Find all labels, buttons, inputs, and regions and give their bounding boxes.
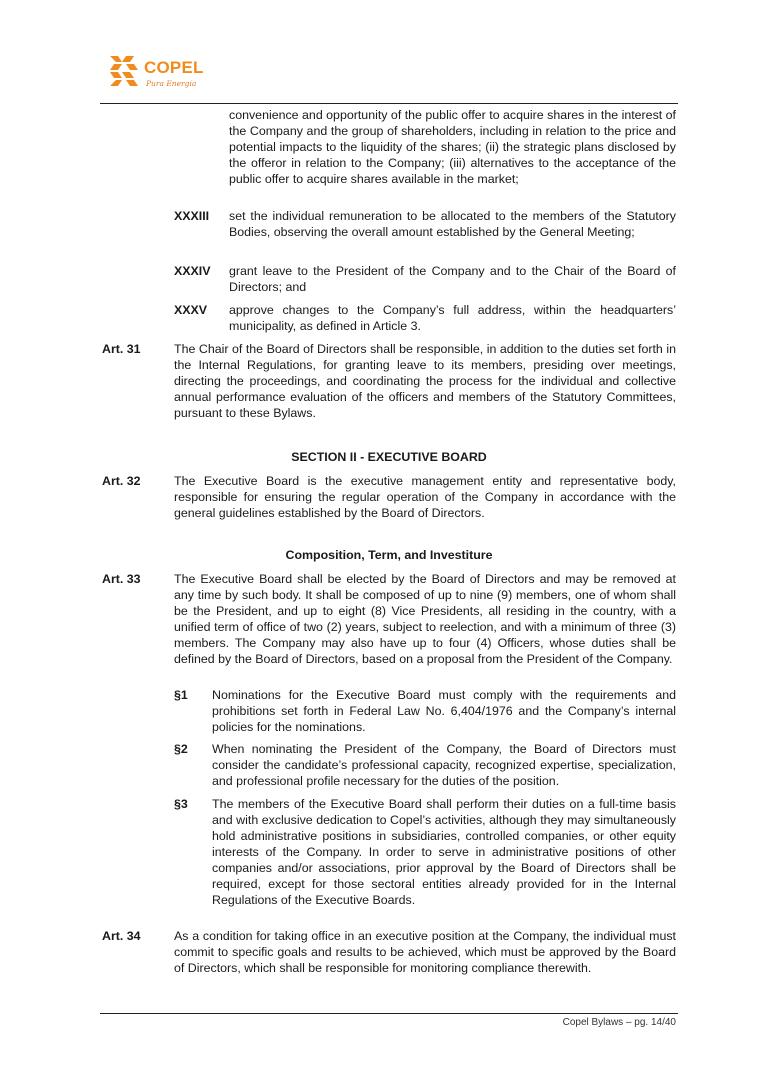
art-34-label: Art. 34: [102, 929, 141, 943]
art-33-p2-label: §2: [174, 742, 188, 756]
art-34-text: As a condition for taking office in an executive position at the Company, the individual must commit to specific goals and results to be achieved, which must be approved by the Board of Directors, which shall be responsible for monitoring compliance therewith.: [174, 929, 676, 975]
art-32-label: Art. 32: [102, 474, 141, 488]
art-32-text: The Executive Board is the executive management entity and representative body, responsible for ensuring the regular operation of the Company in accordance with the general guidelines established by the Board of Directors.: [174, 474, 676, 520]
logo-wordmark: COPEL: [144, 58, 204, 77]
copel-logo-icon: [108, 54, 140, 88]
art-33-label: Art. 33: [102, 572, 141, 586]
art-33-p1-label: §1: [174, 688, 188, 702]
art-33-p3-label: §3: [174, 797, 188, 811]
item-xxxiv-text: grant leave to the President of the Company and to the Chair of the Board of Directors; and: [229, 264, 676, 294]
art-33-p1-text: Nominations for the Executive Board must comply with the requirements and prohibitions set forth in Federal Law No. 6,404/1976 and the Company’s internal policies for the nominations.: [212, 688, 676, 734]
art-33-text: The Executive Board shall be elected by the Board of Directors and may be removed at any time by such body. It shall be composed of up to nine (9) members, one of whom shall be the President, and up to eight (8) Vice Presidents, all residing in the country, with a unified term of office of two (2) years, subject to reelection, and with a minimum of three (3) members. The Company may also have up to four (4) Officers, whose duties shall be defined by the Board of Directors, based on a proposal from the President of the Company.: [174, 572, 676, 666]
art-31-text: The Chair of the Board of Directors shall be responsible, in addition to the duties set forth in the Internal Regulations, for granting leave to its members, presiding over meetings, directing the proceedings, and coordinating the process for the individual and collective annual performance evaluation of the officers and members of the Statutory Committees, pursuant to these Bylaws.: [174, 342, 676, 420]
item-xxxv-text: approve changes to the Company’s full address, within the headquarters’ municipality, as defined in Article 3.: [229, 303, 676, 333]
art-31-label: Art. 31: [102, 342, 141, 356]
item-xxxiii-label: XXXIII: [174, 209, 210, 223]
subheading-composition: Composition, Term, and Investiture: [285, 548, 493, 562]
art-33-p3-text: The members of the Executive Board shall perform their duties on a full-time basis and with exclusive dedication to Copel’s activities, although they may simultaneously hold administrative positions in subsidiaries, controlled companies, or other equity interests of the Company. In order to serve in administrative positions of other companies and/or associations, prior approval by the Board of Directors shall be required, except for those sectoral entities already provided for in the Internal Regulations of the Executive Boards.: [212, 797, 676, 907]
item-xxxiii-text: set the individual remuneration to be allocated to the members of the Statutory Bodies, observing the overall amount established by the General Meeting;: [229, 209, 676, 239]
copel-logo: [108, 54, 218, 94]
header-rule: [100, 103, 678, 104]
item-xxxiv-label: XXXIV: [174, 264, 211, 278]
art-33-p2-text: When nominating the President of the Company, the Board of Directors must consider the candidate’s professional capacity, recognized expertise, specialization, and professional profile necessary for the duties of the position.: [212, 742, 676, 788]
item-xxxv-label: XXXV: [174, 303, 208, 317]
footer-rule: [100, 1013, 678, 1014]
logo-tagline: Pura Energia: [146, 79, 197, 88]
item-continuation-text: convenience and opportunity of the public offer to acquire shares in the interest of the Company and the group of shareholders, including in relation to the price and potential impacts to the liquidity of the shares; (ii) the strategic plans disclosed by the offeror in relation to the Company; (iii) alternatives to the acceptance of the public offer to acquire shares available in the market;: [229, 108, 676, 186]
page-footer: Copel Bylaws – pg. 14/40: [562, 1017, 676, 1028]
section-2-heading: SECTION II - EXECUTIVE BOARD: [291, 450, 487, 464]
